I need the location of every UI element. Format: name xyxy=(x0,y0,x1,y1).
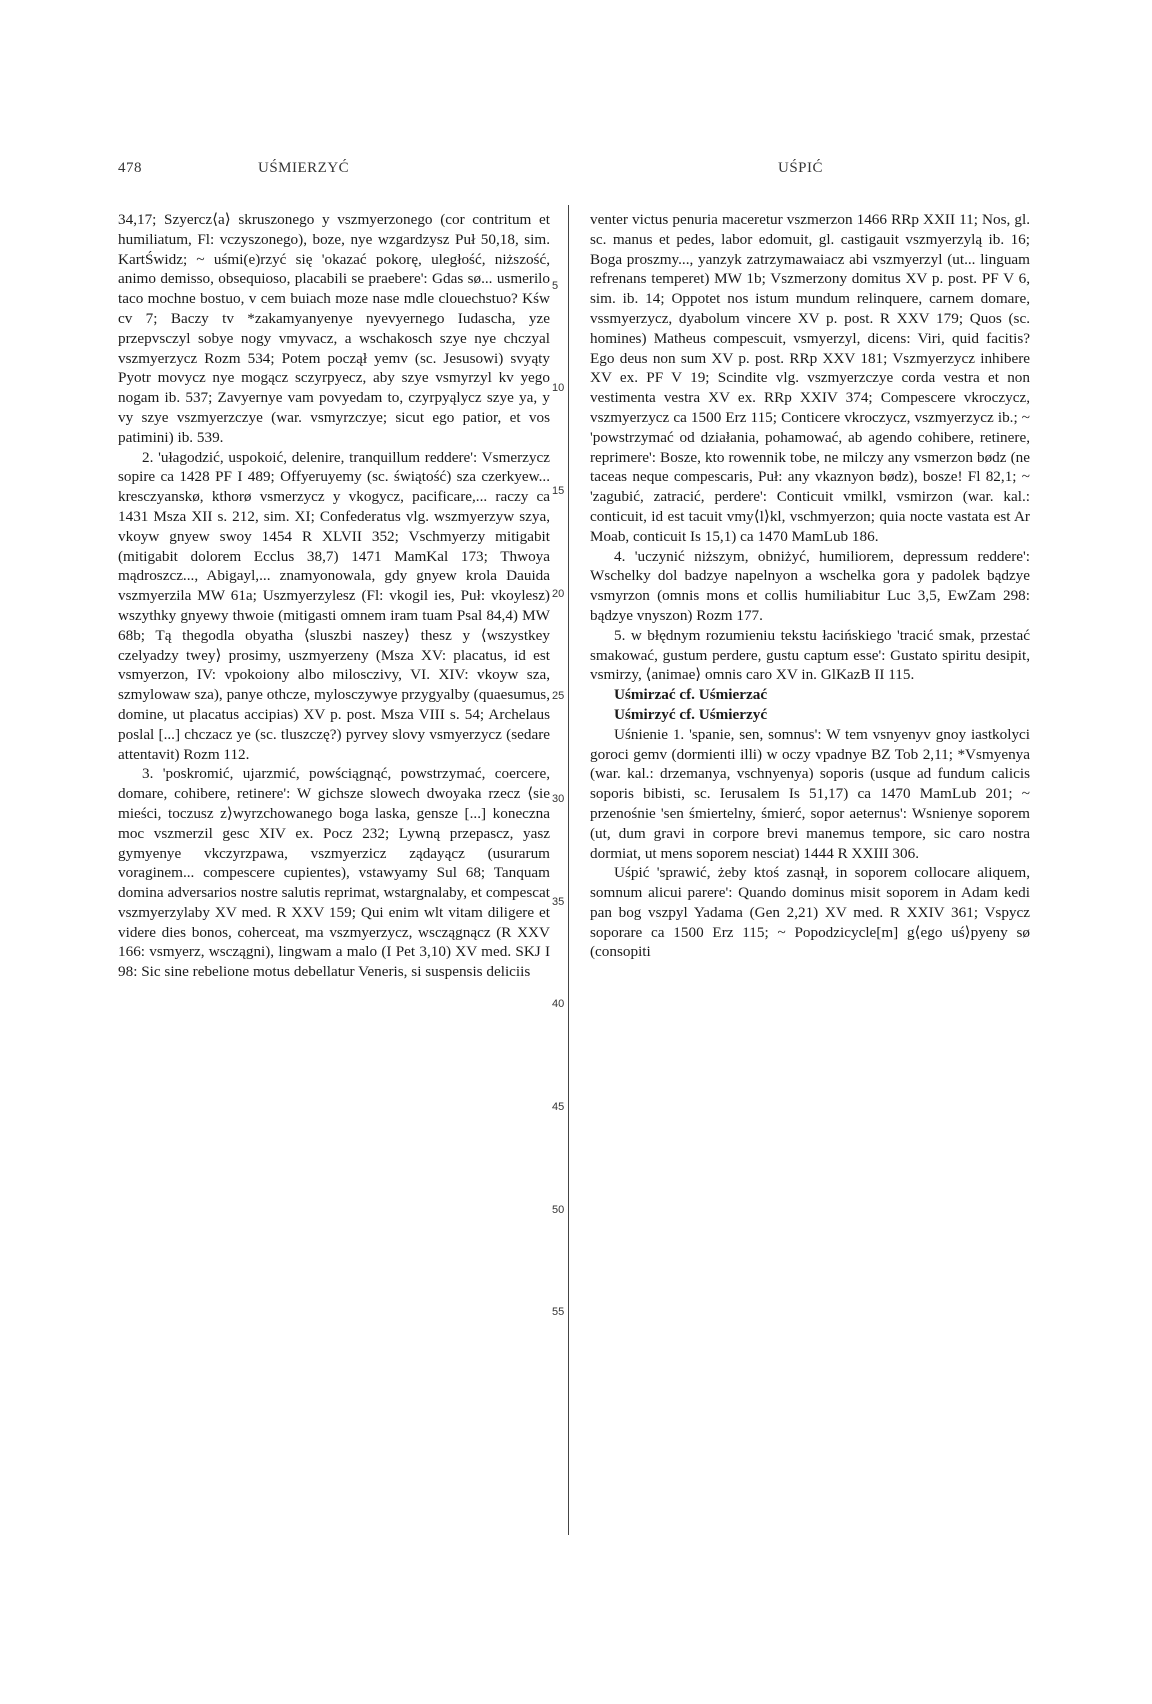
entry-paragraph: 34,17; Szyercz⟨a⟩ skruszonego y vszmyerzonego (cor contritum et humiliatum, Fl: vczyszonego), boze, nye wzgardzysz Puł 50,18, sim. KartŚwidz; ~ uśmi(e)rzyć się 'okazać pokorę, uległość, niższość, animo demisso, obsequioso, placabili se praebere': Gdas sø... usmerilo taco mochne bostuo, v cem buiach moze nase mdle clouechstuo? Kśw cv 7; Baczy tv *zakamyanyenye nyevyernego Iudascha, yze przepvsczyl sobye nogy vmyvacz, a wschakosch szye nye chczyal vszmyerzycz Rozm 534; Potem począł yemv (sc. Jesusowi) svyąty Pyotr movycz nye mogącz sczyrpyecz, aby szye vsmyrzyl kv yego nogam ib. 537; Zavyernye vam povyedam to, czyrpyąlycz szye ya, y vy szye vszmyerzczye (war. vsmyrzczye; sicut ego patior, et vos patimini) ib. 539. xyxy=(118,211,550,446)
right-column xyxy=(590,210,1030,962)
line-number: 45 xyxy=(552,1101,565,1113)
line-number-gutter xyxy=(552,210,570,1670)
headword-entry-uspic: Uśpić 'sprawić, żeby ktoś zasnął, in soporem collocare aliquem, somnum alicui parere': Quando dominus misit soporem in Adam kedi pan bog vszpyl Yadama (Gen 2,21) XV med. R XXIV 361; Vspycz soporare ca 1500 Erz 115; ~ Popodzicycle[m] g⟨ego uś⟩pyeny sø (consopiti xyxy=(590,864,1030,961)
left-column xyxy=(118,210,550,982)
headword-entry-usnienie: Uśnienie 1. 'spanie, sen, somnus': W tem vsnyenyv gnoy iastkolyci goroci gemv (dormienti illi) w oczy vpadnye BZ Tob 2,11; *Vsmyenya (war. kal.: drzemanya, vschnyenya) soporis (usque ad fundum calicis soporis bibisti, sc. Ierusalem Is 51,17) ca 1470 MamLub 201; ~ przenośnie 'sen śmiertelny, śmierć, sopor aeternus': Wsnienye soporem (ut, dum gravi in corpore brevi manemus tempore, sic caro nostra dormiat, ut mens soporem nesciat) 1444 R XXIII 306. xyxy=(590,725,1030,862)
line-number: 10 xyxy=(552,382,565,394)
line-number: 20 xyxy=(552,588,565,600)
entry-paragraph: 4. 'uczynić niższym, obniżyć, humiliorem, depressum reddere': Wschelky dol badzye napelnyon a wschelka gora y padolek bądzye vsmyrzon (omnis mons et collis humiliabitur Luc 3,5, EwZam 298: bądzye vnyszon) Rozm 177. xyxy=(590,547,1030,624)
entry-paragraph: venter victus penuria maceretur vszmerzon 1466 RRp XXII 11; Nos, gl. sc. manus et pedes, labor edomuit, gl. castigauit vszmyerzylą ib. 16; Boga proszmy..., yanzyk zatrzymawaiacz abi vszmyerzyl (ut... linguam refrenans temperet) MW 1b; Vszmerzony domitus XV p. post. PF V 6, sim. ib. 14; Oppotet nos istum mundum relinquere, carnem domare, vssmyerzycz, dyabolum vincere XV p. post. R XXV 179; Quos (sc. homines) Matheus compescuit, vsmyerzyl, dicens: Viri, quid facitis? Ego deus non sum XV p. post. RRp XXV 181; Vszmyerzycz inhibere XV ex. PF V 19; Scindite vlg. vszmyerzczye corda vestra et non vestimenta vestra XV ex. RRp XXIV 374; Compescere vkroczycz, vszmyerzycz ca 1500 Erz 115; Conticere vkroczycz, vszmyerzycz ib.; ~ 'powstrzymać od działania, pohamować, ab agendo cohibere, retinere, reprimere': Bosze, kto rowennik tobe, ne milczy any vsmerzon bødz (ne taceas neque compescaris, Puł: any vkaznyon bødz), bosze! Fl 82,1; ~ 'zagubić, zatracić, perdere': Conticuit vmilkl, vsmirzon (war. kal.: conticuit, id est tacuit vmy⟨l⟩kl, vschmyerzon; quia nocte vastata est Ar Moab, conticuit Is 15,1) ca 1470 MamLub 186. xyxy=(590,211,1030,545)
page-number: 478 xyxy=(118,160,142,176)
line-number: 15 xyxy=(552,485,565,497)
running-head-right: UŚPIĆ xyxy=(778,160,824,176)
running-head-left: UŚMIERZYĆ xyxy=(258,160,350,176)
entry-paragraph: 5. w błędnym rozumieniu tekstu łacińskiego 'tracić smak, przestać smakować, gustum perdere, gustu captum esse': Gustato spiritu desipit, vsmirzy, ⟨animae⟩ omnis caro XV in. GlKazB II 115. xyxy=(590,626,1030,684)
line-number: 30 xyxy=(552,793,565,805)
page-header xyxy=(118,160,1030,190)
line-number: 40 xyxy=(552,998,565,1010)
cross-reference-entry: Uśmirzać cf. Uśmierzać xyxy=(614,686,768,704)
line-number: 50 xyxy=(552,1204,565,1216)
cross-reference-entry: Uśmirzyć cf. Uśmierzyć xyxy=(614,705,768,723)
entry-paragraph: 2. 'ułagodzić, uspokoić, delenire, tranquillum reddere': Vsmerzycz sopire ca 1428 PF I 489; Offyeruyemy (sc. świątość) sza czerkyew... kresczyanskø, kthorø vsmerzycz y vkogycz, pacificare,... raczy ca 1431 Msza XII s. 212, sim. XI; Confederatus vlg. wszmyerzyw szya, vkoyw gnyew swoy 1454 R XLVII 352; Vschmyerzy mitigabit (mitigabit dolorem Ecclus 38,7) 1471 MamKal 173; Thwoya mądroszcz..., Abigayl,... znamyonowala, gdy gnyew krola Dauida vszmyerzila MW 61a; Uszmyerzylesz (Fl: vkogil ies, Puł: vkoylesz) wszythky gnyewy thwoie (mitigasti omnem iram tuam Psal 84,4) MW 68b; Tą thegodla obyatha ⟨sluszbi naszey⟩ thesz y ⟨wszystkey czelyadzy twey⟩ prosimy, uszmyerzeny (Msza XV: placatus, id est vsmyerzon, IV: vpokoiony albo milosczivy, VI. XIV: vkoyw sza, szmylowaw sza), panye othcze, mylosczywye przygyalby (quaesumus, domine, ut placatus accipias) XV p. post. Msza VIII s. 54; Archelaus poslal [...] chczacz ye (sc. tluszczę?) pyrvey slovy vsmyerzycz (sedare attentavit) Rozm 112. xyxy=(118,448,550,763)
entry-paragraph: 3. 'poskromić, ujarzmić, powściągnąć, powstrzymać, coercere, domare, cohibere, retinere': W gichsze slowech dwoyaka rzecz ⟨sie mieści, toczusz z⟩wyrzchowanego boga laska, gensze [...] koneczna moc vszmerzil gesc XIV ex. Pocz 232; Lywną przepascz, yasz gymyenye vkczyrzpawa, vszmyerzicz ządayącz (usurarum voraginem... compescere cupientes), vstawyamy Sul 68; Tanquam domina adversarios nostre salutis reprimat, wstargnalaby, et compescat vszmyerzylaby XV med. R XXV 159; Qui enim wlt vitam diligere et videre dies bonos, coherceat, ma vszmyerzycz, wsczągnącz (R XXV 166: vsmyerz, wsczągni), lingwam a malo (I Pet 3,10) XV med. SKJ I 98: Sic sine rebelione motus debellatur Veneris, si suspensis deliciis xyxy=(118,765,550,981)
line-number: 25 xyxy=(552,690,565,702)
line-number: 5 xyxy=(552,280,559,292)
line-number: 35 xyxy=(552,896,565,908)
line-number: 55 xyxy=(552,1306,565,1318)
